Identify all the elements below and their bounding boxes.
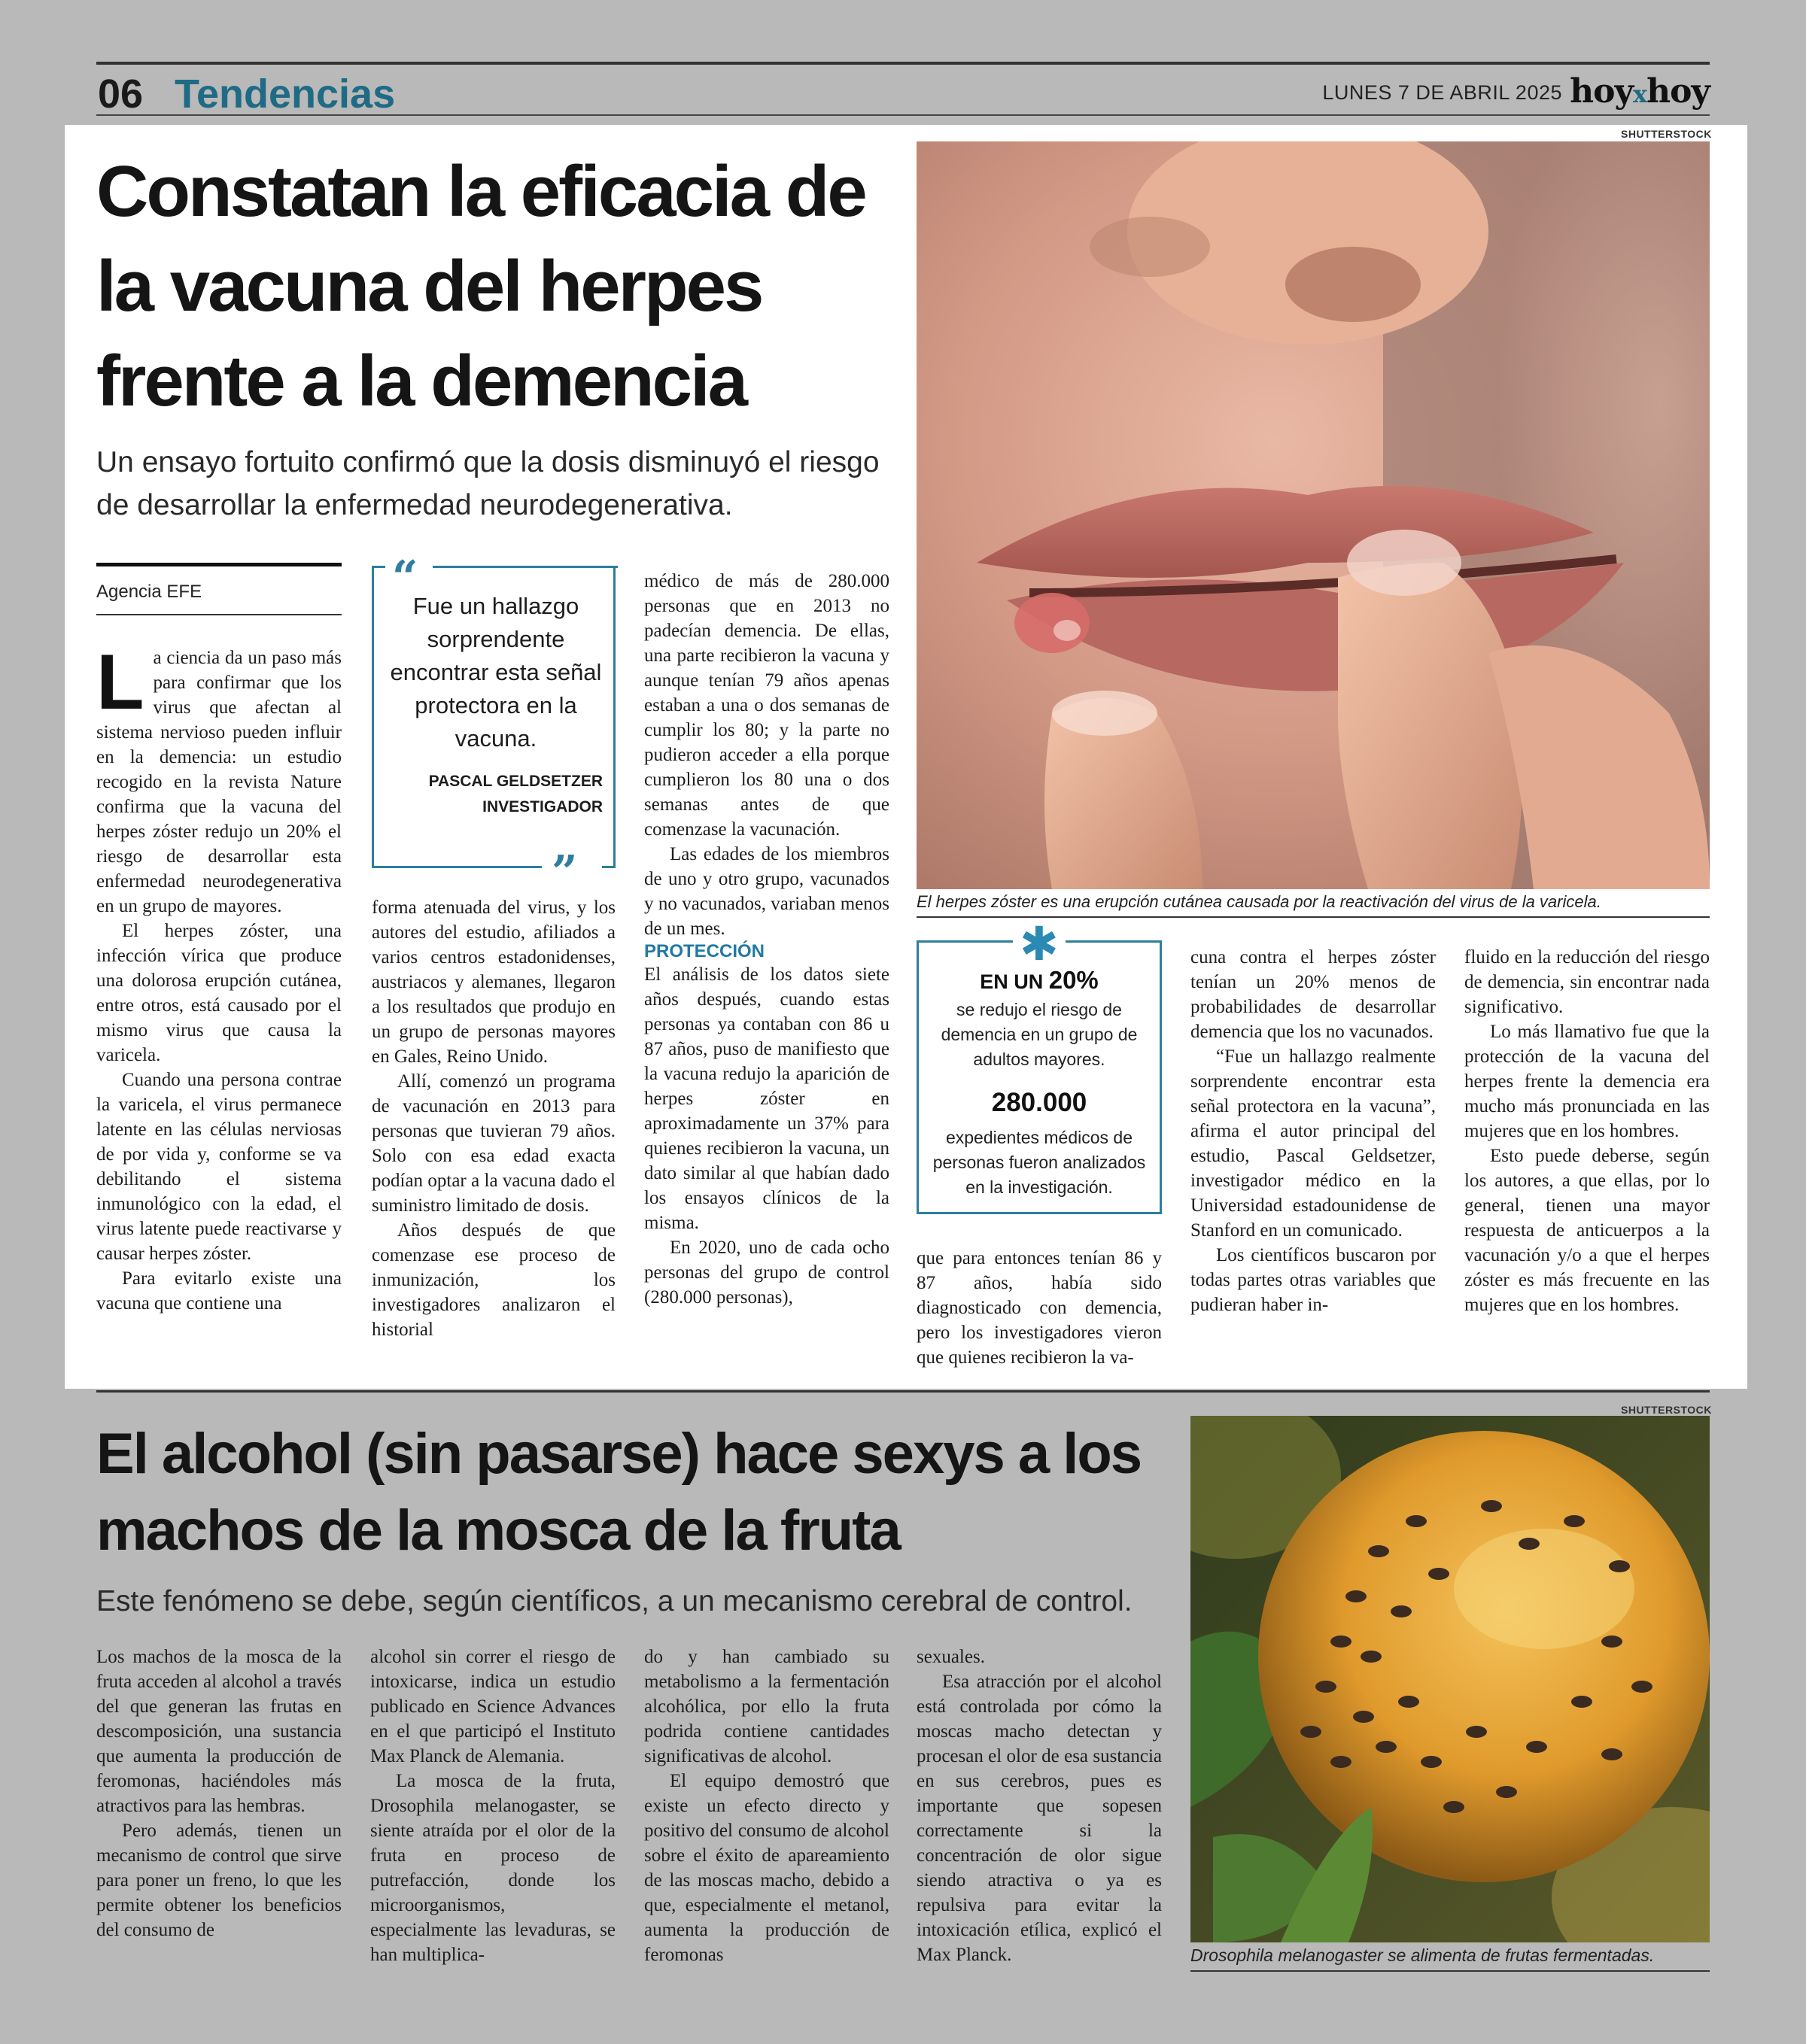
brand-logo: [1570, 72, 1710, 111]
pull-quote: [372, 551, 616, 899]
article1-column-4: [917, 1246, 1162, 1370]
article1-col1-p1: a ciencia da un paso más para confirmar que los virus que afectan al sistema nervioso pueden influir en la demencia: un estudio recogido en la revista Nature confirma que la vacuna del herpes zóster redujo un 20% el riesgo de desarrollar esta enfermedad neurodegenerativa en un grupo de mayores.: [96, 648, 342, 916]
article1-col1-p3: Cuando una persona contrae la varicela, el virus permanece latente en las células nerviosas de por vida y, conforme se va debilitando el sistema inmunológico con la edad, el virus latente puede reactivarse y causar herpes zóster.: [96, 1070, 342, 1264]
byline: Agencia EFE: [96, 582, 202, 602]
stat-title: [919, 966, 1160, 995]
article1-col3-p1: médico de más de 280.000 personas que en 2013 no padecían demencia. De ellas, una parte recibieron la vacuna y aunque tenían 79 años apenas estaban a una o dos semanas de cumplir los 80; y la parte no pudieron acceder a ella porque cumplieron los 80 una o dos semanas antes de que comenzase la vacunación.: [644, 571, 889, 840]
article1-deck: Un ensayo fortuito confirmó que la dosis disminuyó el riesgo de desarrollar la enfermedad neurodegenerativa.: [96, 446, 880, 521]
article2-col1-p1: Los machos de la mosca de la fruta acceden al alcohol a través del que generan las frutas en descomposición, una sustancia que aumenta la producción de feromonas, haciéndoles más atractivos para las hembras.: [96, 1647, 342, 1816]
article2-col4-p1: sexuales.: [917, 1647, 985, 1667]
pull-quote-text: Fue un hallazgo sorprendente encontrar esta señal protectora en la vacuna.: [390, 593, 602, 752]
stat-big-number: 280.000: [991, 1088, 1087, 1117]
article1-col5-p3: Los científicos buscaron por todas partes otras variables que pudieran haber in-: [1190, 1245, 1436, 1315]
article1-col6-p2: Lo más llamativo fue que la protección de la vacuna del herpes frente la demencia era mucho más pronunciada en las mujeres que en los hombres.: [1464, 1022, 1710, 1141]
photo1-caption: El herpes zóster es una erupción cutánea causada por la reactivación del virus de la varicela.: [917, 892, 1710, 918]
photo2-credit: SHUTTERSTOCK: [1621, 1404, 1712, 1416]
article1-col2-p3: Años después de que comenzase ese proceso de inmunización, los investigadores analizaron el historial: [372, 1220, 616, 1340]
article1-column-3: [644, 569, 889, 1310]
article2-column-2: [370, 1645, 616, 1967]
article2-column-1: [96, 1645, 342, 1942]
stat-title-prefix: EN UN: [980, 970, 1049, 993]
article1-col3-p4: En 2020, uno de cada ocho personas del grupo de control (280.000 personas),: [644, 1238, 889, 1307]
article1-column-5: [1190, 945, 1436, 1317]
article2-col1-p2: Pero además, tienen un mecanismo de control que sirve para poner un freno, lo que les permite obtener los beneficios del consumo de: [96, 1821, 342, 1940]
pull-quote-attribution: [429, 769, 603, 820]
herpes-lip-photo: [917, 141, 1710, 889]
stats-box: [917, 916, 1162, 1214]
asterisk-icon: ✱: [1020, 916, 1059, 971]
article1-col1-para: [96, 639, 342, 919]
article1-column-6: [1464, 945, 1710, 1317]
fruit-fly-illustration: [1190, 1416, 1710, 1942]
photo1-credit: SHUTTERSTOCK: [1621, 128, 1712, 140]
photo2-caption: Drosophila melanogaster se alimenta de frutas fermentadas.: [1190, 1945, 1710, 1972]
brand-x: x: [1633, 80, 1647, 108]
article1-col2-p2: Allí, comenzó un programa de vacunación en 2013 para personas que tuvieran 79 años. Solo con esa edad exacta podían optar a la vacuna dado el suministro limitado de dosis.: [372, 1071, 616, 1216]
article1-col5-p1: cuna contra el herpes zóster tenían un 20% menos de probabilidades de desarrollar demencia que los no vacunados.: [1190, 947, 1436, 1042]
quote-role: INVESTIGADOR: [482, 798, 603, 815]
byline-box: [96, 563, 342, 615]
article1-col5-p2: “Fue un hallazgo realmente sorprendente encontrar esta señal protectora en la vacuna”, afirma el autor principal del estudio, Pascal Geldsetzer, investigador médico en la Universidad estadounidense de Stanford en un comunicado.: [1190, 1046, 1436, 1241]
section-title: Tendencias: [175, 71, 396, 117]
article1-col3-p3: El análisis de los datos siete años después, cuando estas personas ya contaban con 86 u 87 años, puso de manifiesto que la vacuna redujo la aparición de herpes zóster en aproximadamente un 37% para quienes recibieron la vacuna, un dato similar al que habían dado los ensayos clínicos de la misma.: [644, 964, 889, 1233]
article1-col3-p2: Las edades de los miembros de uno y otro grupo, vacunados y no vacunados, variaban menos de un mes.: [644, 844, 889, 939]
fruit-fly-photo: [1190, 1416, 1710, 1942]
article1-col1-p4: Para evitarlo existe una vacuna que contiene una: [96, 1268, 342, 1314]
article2-col2-p2: La mosca de la fruta, Drosophila melanogaster, se siente atraída por el olor de la fruta en proceso de putrefacción, donde los microorganismos, especialmente las levaduras, se han multiplica-: [370, 1771, 616, 1965]
article2-col2-p1: alcohol sin correr el riesgo de intoxicarse, indica un estudio publicado en Science Advances en el que participó el Instituto Max Planck de Alemania.: [370, 1647, 616, 1766]
stat-title-number: 20%: [1048, 966, 1099, 994]
article2-col4-p2: Esa atracción por el alcohol está controlada por cómo la moscas macho detectan y procesan el olor de esa sustancia en sus cerebros, pues es importante que sopesen correctamente si la concentración de olor sigue siendo atractiva o ya es repulsiva para evitar la intoxicación etílica, explicó el Max Planck.: [917, 1672, 1162, 1965]
herpes-lip-illustration: [917, 141, 1710, 889]
section-subhead: PROTECCIÓN: [644, 941, 765, 961]
article2-col3-p1: do y han cambiado su metabolismo a la fermentación alcohólica, por ello la fruta podrida contiene cantidades significativas de alcohol.: [644, 1647, 889, 1766]
article2-column-4: [917, 1645, 1162, 1967]
quote-author: PASCAL GELDSETZER: [428, 773, 603, 790]
page-header: [96, 62, 1710, 116]
article2-col3-p2: El equipo demostró que existe un efecto directo y positivo del consumo de alcohol sobre el éxito de apareamiento de las moscas macho, debido a que, especialmente el metanol, aumenta la producción de feromonas: [644, 1771, 889, 1965]
article1-col2-p1: forma atenuada del virus, y los autores del estudio, afiliados a varios centros estadonidenses, austriacos y alemanes, llegaron a los resultados que produjo en un grupo de personas mayores en Gales, Reino Unido.: [372, 897, 616, 1067]
article2-divider: [96, 1390, 1710, 1393]
page-number: 06: [98, 71, 144, 117]
article1-column-1: [96, 639, 342, 1316]
article2-column-3: [644, 1645, 889, 1967]
stat-text-2: expedientes médicos de personas fueron analizados en la investigación.: [932, 1128, 1146, 1197]
open-quote-icon: “: [392, 551, 418, 604]
article1-column-2: [372, 895, 616, 1342]
drop-cap: L: [96, 639, 144, 726]
article1-col6-p3: Esto puede deberse, según los autores, a que ellas, por lo general, tienen una mayor respuesta de anticuerpos a la vacunación y/o a que el herpes zóster es más frecuente en las mujeres que en los hombres.: [1464, 1146, 1710, 1315]
article2-deck: Este fenómeno se debe, según científicos, a un mecanismo cerebral de control.: [96, 1585, 1133, 1617]
article1-col1-p2: El herpes zóster, una infección vírica que produce una dolorosa erupción cutánea, entre otros, está causado por el mismo virus que causa la varicela.: [96, 921, 342, 1065]
stat-text-1: se redujo el riesgo de demencia en un grupo de adultos mayores.: [941, 1000, 1138, 1069]
article1-headline: Constatan la eficacia de la vacuna del herpes frente a la demencia: [96, 151, 865, 421]
article1-col4-p1: que para entonces tenían 86 y 87 años, había sido diagnosticado con demencia, pero los investigadores vieron que quienes recibieron la va-: [917, 1248, 1162, 1368]
brand-right: hoy: [1646, 72, 1710, 111]
brand-left: hoy: [1570, 72, 1634, 111]
issue-date: LUNES 7 DE ABRIL 2025: [1322, 81, 1562, 104]
article2-headline: El alcohol (sin pasarse) hace sexys a los machos de la mosca de la fruta: [96, 1422, 1142, 1563]
close-quote-icon: ”: [552, 846, 578, 899]
article1-col6-p1: fluido en la reducción del riesgo de demencia, sin encontrar nada significativo.: [1464, 947, 1710, 1017]
